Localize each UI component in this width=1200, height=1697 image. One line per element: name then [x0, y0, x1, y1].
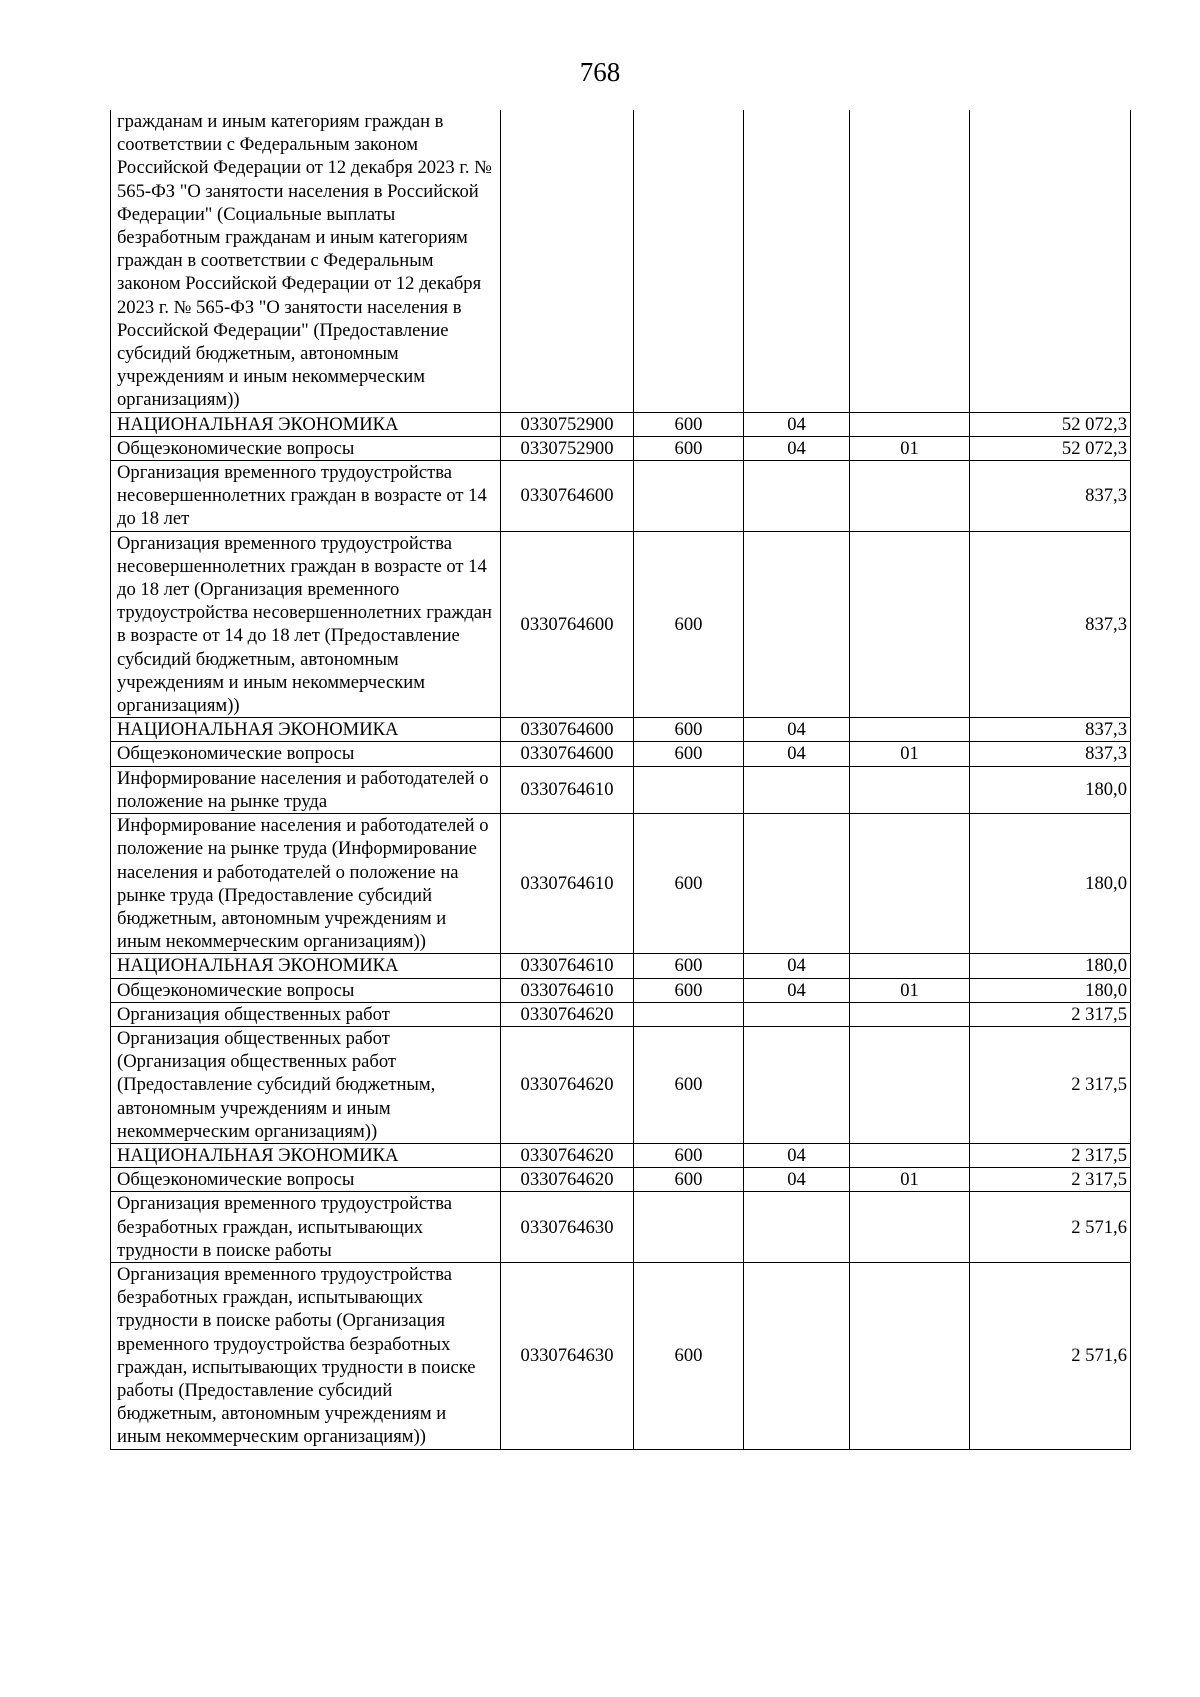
- row-rz: 04: [744, 1168, 850, 1192]
- row-pr: [850, 531, 970, 718]
- row-vr: 600: [634, 531, 744, 718]
- row-sum: 837,3: [970, 742, 1131, 766]
- row-rz: 04: [744, 436, 850, 460]
- row-rz: 04: [744, 1143, 850, 1167]
- row-vr: [634, 1192, 744, 1263]
- row-pr: 01: [850, 436, 970, 460]
- row-code: 0330764610: [501, 766, 634, 813]
- row-rz: 04: [744, 742, 850, 766]
- row-code: 0330764600: [501, 742, 634, 766]
- row-rz: 04: [744, 412, 850, 436]
- row-vr: 600: [634, 1168, 744, 1192]
- row-vr: 600: [634, 1262, 744, 1449]
- row-sum: 2 317,5: [970, 1143, 1131, 1167]
- row-vr: [634, 1002, 744, 1026]
- row-vr: [634, 766, 744, 813]
- row-sum: 2 571,6: [970, 1192, 1131, 1263]
- row-vr: 600: [634, 1143, 744, 1167]
- row-pr: [850, 1143, 970, 1167]
- table-row: [111, 718, 1131, 742]
- table-row: [111, 1002, 1131, 1026]
- row-name: Организация временного трудоустройства безработных граждан, испытывающих трудности в поиске работы: [111, 1192, 501, 1263]
- row-code: 0330752900: [501, 412, 634, 436]
- row-sum: 52 072,3: [970, 412, 1131, 436]
- table-row: [111, 954, 1131, 978]
- row-name: НАЦИОНАЛЬНАЯ ЭКОНОМИКА: [111, 718, 501, 742]
- row-sum: 180,0: [970, 978, 1131, 1002]
- row-vr: 600: [634, 412, 744, 436]
- row-code: 0330764610: [501, 978, 634, 1002]
- table-row: [111, 814, 1131, 954]
- row-pr: [850, 718, 970, 742]
- table-row: [111, 436, 1131, 460]
- row-sum: 2 317,5: [970, 1026, 1131, 1143]
- table-row: [111, 1168, 1131, 1192]
- row-pr: [850, 1262, 970, 1449]
- row-rz: [744, 1026, 850, 1143]
- row-rz: [744, 1262, 850, 1449]
- row-rz: [744, 766, 850, 813]
- row-rz: [744, 1192, 850, 1263]
- row-name: Организация временного трудоустройства безработных граждан, испытывающих трудности в поиске работы (Организация временного трудоустройства безработных граждан, испытывающих трудности в поиске работы (Предоставление субсидий бюджетным, автономным учреждениям и иным некоммерческим организациям)): [111, 1262, 501, 1449]
- row-vr: 600: [634, 742, 744, 766]
- row-code: 0330764600: [501, 718, 634, 742]
- row-sum: [970, 110, 1131, 412]
- row-name: Организация временного трудоустройства несовершеннолетних граждан в возрасте от 14 до 18 лет: [111, 461, 501, 532]
- row-name: НАЦИОНАЛЬНАЯ ЭКОНОМИКА: [111, 1143, 501, 1167]
- table-row: [111, 1192, 1131, 1263]
- budget-table: [110, 110, 1131, 1450]
- row-code: 0330764630: [501, 1262, 634, 1449]
- row-vr: 600: [634, 718, 744, 742]
- row-code: 0330764630: [501, 1192, 634, 1263]
- row-rz: 04: [744, 954, 850, 978]
- page-number: 768: [579, 57, 621, 87]
- table-row: [111, 766, 1131, 813]
- row-pr: [850, 461, 970, 532]
- table-row: [111, 1143, 1131, 1167]
- row-rz: [744, 461, 850, 532]
- table-row: [111, 531, 1131, 718]
- row-pr: [850, 1192, 970, 1263]
- row-name: НАЦИОНАЛЬНАЯ ЭКОНОМИКА: [111, 954, 501, 978]
- row-pr: [850, 1002, 970, 1026]
- row-rz: 04: [744, 718, 850, 742]
- row-code: 0330764620: [501, 1002, 634, 1026]
- row-name: Информирование населения и работодателей о положение на рынке труда: [111, 766, 501, 813]
- row-rz: [744, 814, 850, 954]
- row-name: НАЦИОНАЛЬНАЯ ЭКОНОМИКА: [111, 412, 501, 436]
- row-code: 0330764610: [501, 814, 634, 954]
- row-name: Организация общественных работ (Организация общественных работ (Предоставление субсидий бюджетным, автономным учреждениям и иным некоммерческим организациям)): [111, 1026, 501, 1143]
- row-vr: 600: [634, 436, 744, 460]
- row-pr: [850, 814, 970, 954]
- row-pr: [850, 1026, 970, 1143]
- row-pr: 01: [850, 978, 970, 1002]
- row-name: Организация временного трудоустройства несовершеннолетних граждан в возрасте от 14 до 18 лет (Организация временного трудоустройства несовершеннолетних граждан в возрасте от 14 до 18 лет (Предоставление субсидий бюджетным, автономным учреждениям и иным некоммерческим организациям)): [111, 531, 501, 718]
- row-vr: [634, 110, 744, 412]
- row-name: Организация общественных работ: [111, 1002, 501, 1026]
- row-sum: 180,0: [970, 766, 1131, 813]
- table-row: [111, 1262, 1131, 1449]
- row-sum: 2 317,5: [970, 1168, 1131, 1192]
- row-name: Общеэкономические вопросы: [111, 1168, 501, 1192]
- table-row: [111, 978, 1131, 1002]
- row-pr: 01: [850, 1168, 970, 1192]
- row-pr: [850, 954, 970, 978]
- row-sum: 837,3: [970, 718, 1131, 742]
- row-sum: 837,3: [970, 531, 1131, 718]
- table-row: [111, 461, 1131, 532]
- row-vr: [634, 461, 744, 532]
- row-pr: 01: [850, 742, 970, 766]
- row-code: 0330764600: [501, 531, 634, 718]
- row-sum: 180,0: [970, 814, 1131, 954]
- row-rz: [744, 531, 850, 718]
- row-code: 0330764610: [501, 954, 634, 978]
- row-pr: [850, 766, 970, 813]
- row-sum: 837,3: [970, 461, 1131, 532]
- table-row: [111, 1026, 1131, 1143]
- row-rz: 04: [744, 978, 850, 1002]
- row-code: 0330764620: [501, 1168, 634, 1192]
- row-vr: 600: [634, 1026, 744, 1143]
- row-rz: [744, 1002, 850, 1026]
- row-rz: [744, 110, 850, 412]
- row-code: 0330764620: [501, 1026, 634, 1143]
- row-code: 0330764620: [501, 1143, 634, 1167]
- row-name: Общеэкономические вопросы: [111, 742, 501, 766]
- row-sum: 2 571,6: [970, 1262, 1131, 1449]
- row-pr: [850, 412, 970, 436]
- row-sum: 52 072,3: [970, 436, 1131, 460]
- row-sum: 2 317,5: [970, 1002, 1131, 1026]
- row-vr: 600: [634, 814, 744, 954]
- row-code: 0330752900: [501, 436, 634, 460]
- table-row: [111, 110, 1131, 412]
- row-code: [501, 110, 634, 412]
- row-name: гражданам и иным категориям граждан в соответствии с Федеральным законом Российской Федерации от 12 декабря 2023 г. № 565-ФЗ "О занятости населения в Российской Федерации" (Социальные выплаты безработным гражданам и иным категориям граждан в соответствии с Федеральным законом Российской Федерации от 12 декабря 2023 г. № 565-ФЗ "О занятости населения в Российской Федерации" (Предоставление субсидий бюджетным, автономным учреждениям и иным некоммерческим организациям)): [111, 110, 501, 412]
- row-name: Информирование населения и работодателей о положение на рынке труда (Информирование населения и работодателей о положение на рынке труда (Предоставление субсидий бюджетным, автономным учреждениям и иным некоммерческим организациям)): [111, 814, 501, 954]
- row-sum: 180,0: [970, 954, 1131, 978]
- row-pr: [850, 110, 970, 412]
- row-name: Общеэкономические вопросы: [111, 978, 501, 1002]
- row-name: Общеэкономические вопросы: [111, 436, 501, 460]
- table-row: [111, 742, 1131, 766]
- row-code: 0330764600: [501, 461, 634, 532]
- row-vr: 600: [634, 954, 744, 978]
- row-vr: 600: [634, 978, 744, 1002]
- table-row: [111, 412, 1131, 436]
